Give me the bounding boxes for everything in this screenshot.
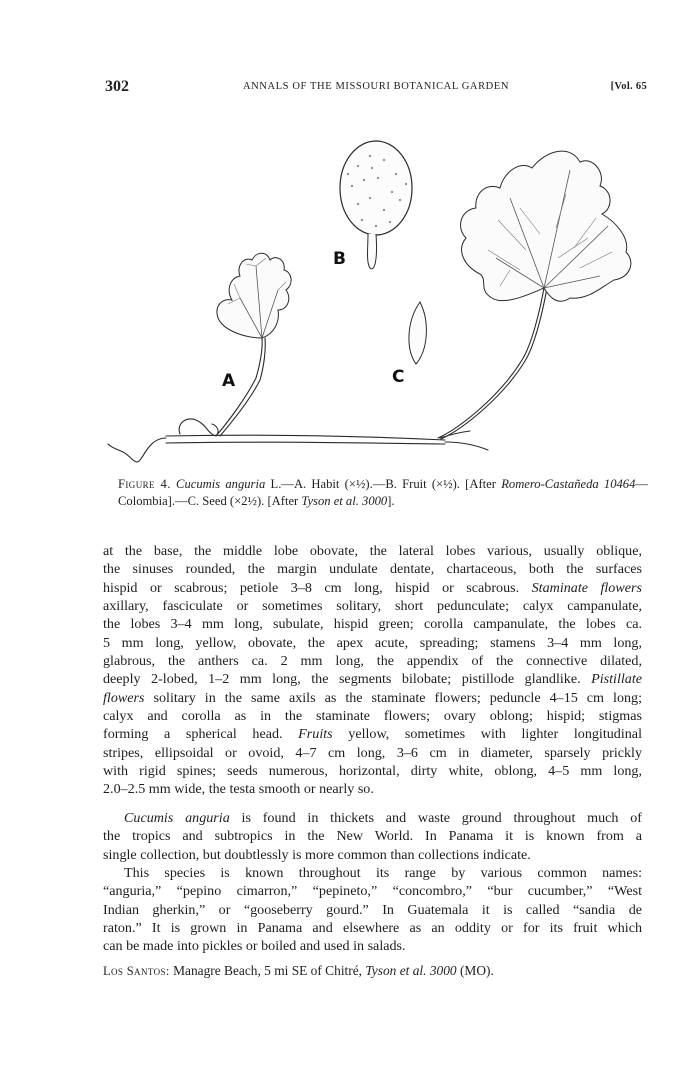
petiole-right-2 (441, 288, 547, 439)
stem-right-branch (445, 442, 488, 450)
volume-label: [Vol. 65 (610, 81, 647, 92)
text-line: the tropics and subtropics in the New World. In Panama it is known from a (103, 828, 642, 845)
text-line: can be made into pickles or boiled and used in salads. (103, 938, 406, 955)
text-line (103, 670, 642, 688)
fruit-b (340, 141, 412, 269)
main-stem-lower (166, 442, 445, 444)
caption-species: Cucumis anguria (176, 477, 266, 491)
text-line (103, 725, 642, 743)
caption-text-2: —Colombia].—C. Seed (×2½). [After (118, 477, 648, 508)
text-line: the lobes 3–4 mm long, subulate, hispid green; corolla campanulate, the lobes ca. (103, 616, 642, 633)
caption-collector: Romero-Castañeda 10464 (501, 477, 636, 491)
species-name: Cucumis anguria (124, 809, 230, 826)
italic-term: Pistillate (591, 671, 642, 688)
text-line: Indian gherkin,” or “gooseberry gourd.” In Guatemala it is called “sandia de (103, 901, 642, 918)
specimen-collector: Tyson et al. 3000 (365, 963, 457, 978)
botanical-figure (100, 138, 645, 466)
journal-title: ANNALS OF THE MISSOURI BOTANICAL GARDEN (242, 81, 510, 92)
text-line: 5 mm long, yellow, obovate, the apex acute, spreading; stamens 3–4 mm long, (103, 634, 642, 651)
petiole-right (438, 288, 544, 438)
text-run: solitary in the same axils as the staminate flowers; peduncle 4–15 cm long; (144, 689, 642, 706)
main-stem (166, 435, 445, 440)
page-number: 302 (105, 78, 129, 95)
figure-caption (118, 476, 648, 510)
italic-term: Fruits (298, 726, 333, 743)
body-text (103, 542, 642, 956)
caption-figure-label: Figure 4. (118, 477, 171, 491)
text-line (103, 809, 642, 827)
specimen-text: Managre Beach, 5 mi SE of Chitré, (169, 963, 366, 978)
italic-term: Staminate flowers (531, 579, 642, 596)
plant-illustration (100, 138, 645, 466)
text-line (103, 689, 642, 707)
caption-text-1: L.—A. Habit (×½).—B. Fruit (×½). [After (265, 477, 502, 491)
panel-label-c: C (392, 367, 405, 387)
specimen-herbarium: (MO). (456, 963, 494, 978)
text-line: axillary, fasciculate or sometimes solitary, short pedunculate; calyx campanulate, (103, 598, 642, 615)
text-run: is found in thickets and waste ground throughout much of (229, 809, 642, 826)
caption-text-3: ]. (387, 494, 395, 508)
text-run: forming a spherical head. (103, 726, 299, 743)
text-line: stripes, ellipsoidal or ovoid, 4–7 cm long, 3–6 cm in diameter, sparsely prickly (103, 744, 642, 761)
text-line: 2.0–2.5 mm wide, the testa smooth or nearly so. (103, 781, 374, 798)
paragraph-distribution (103, 809, 642, 864)
text-run: deeply 2-lobed, 1–2 mm long, the segments bilobate; pistillode glandlike. (103, 671, 592, 688)
text-line: raton.” It is grown in Panama and elsewhere as an oddity or for its fruit which (103, 919, 642, 936)
curl-tendril (179, 419, 218, 436)
text-run: yellow, sometimes with lighter longitudinal (332, 726, 642, 743)
leaf-a (217, 253, 291, 338)
text-line: the sinuses rounded, the margin undulate dentate, chartaceous, both the surfaces (103, 561, 642, 578)
text-run: hispid or scabrous; petiole 3–8 cm long, hispid or scabrous. (103, 579, 532, 596)
specimen-locality: Los Santos: (103, 964, 170, 978)
leaf-large (461, 151, 631, 301)
text-line: calyx and corolla as in the staminate flowers; ovary oblong; hispid; stigmas (103, 708, 642, 725)
text-line: with rigid spines; seeds numerous, horizontal, dirty white, oblong, 4–5 mm long, (103, 763, 642, 780)
italic-term: flowers (103, 689, 145, 706)
text-line: at the base, the middle lobe obovate, the lateral lobes various, usually oblique, (103, 543, 642, 559)
root-tendril (108, 438, 166, 462)
caption-reference: Tyson et al. 3000 (301, 494, 388, 508)
paragraph-description (103, 542, 642, 799)
seed-c (409, 302, 426, 364)
text-line: “anguria,” “pepino cimarron,” “pepineto,” “concombro,” “bur cucumber,” “West (103, 883, 642, 900)
panel-label-a: A (222, 371, 236, 391)
text-line: single collection, but doubtlessly is more common than collections indicate. (103, 846, 531, 863)
panel-label-b: B (333, 249, 346, 269)
specimen-citation (103, 963, 643, 979)
text-line: glabrous, the anthers ca. 2 mm long, the appendix of the connective dilated, (103, 653, 642, 670)
text-line: This species is known throughout its range by various common names: (124, 864, 642, 881)
text-line (103, 579, 642, 597)
paragraph-common-names (103, 864, 642, 956)
running-header (105, 78, 647, 98)
